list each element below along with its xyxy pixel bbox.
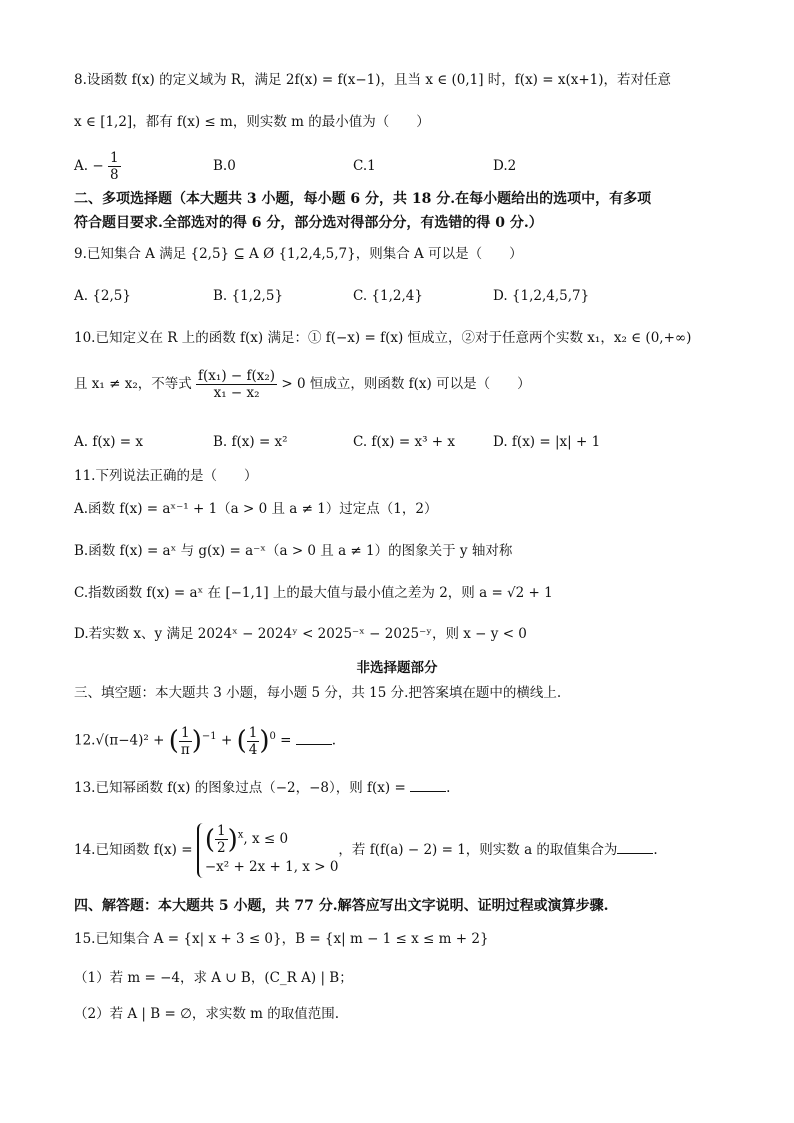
q9-option-c: C. {1,2,4} — [353, 288, 423, 304]
q10-option-a: A. f(x) = x — [74, 434, 143, 450]
answer-blank — [296, 732, 332, 745]
fraction-denominator: x₁ − x₂ — [213, 385, 260, 401]
q14-case1-fraction — [215, 823, 228, 856]
fraction-denominator: 2 — [216, 840, 226, 856]
q12-root: √(π−4)² — [95, 732, 149, 749]
fraction-denominator: 8 — [109, 167, 119, 183]
q14-stem: 14.已知函数 f(x) = ( $\frac{1}{2}$ )$^x$, x ≤ 0 −x² + 2x + 1, x > 0 ，若 f(f(a) − 2) = 1，则实数 a 的取值集合为 . — [74, 815, 754, 885]
q14-piecewise — [197, 823, 339, 878]
paren-right: ) — [259, 726, 270, 756]
q14-case1-condition: , x ≤ 0 — [243, 831, 289, 847]
q12-plus1: + — [148, 732, 169, 749]
q10-line1: 10.已知定义在 R 上的函数 f(x) 满足：① f(−x) = f(x) 恒成立，②对于任意两个实数 x₁，x₂ ∈ (0,+∞) — [74, 330, 692, 346]
q10-inequality-fraction — [196, 368, 277, 401]
q11-option-d: D.若实数 x、y 满足 2024ˣ − 2024ʸ < 2025⁻ˣ − 2025⁻ʸ，则 x − y < 0 — [74, 626, 527, 642]
q15-stem: 15.已知集合 A = {x| x + 3 ≤ 0}，B = {x| m − 1 ≤ x ≤ m + 2} — [74, 931, 489, 947]
q10-option-c: C. f(x) = x³ + x — [353, 434, 456, 450]
paren-left: ( — [204, 824, 215, 855]
section2-heading-line2: 符合题目要求.全部选对的得 6 分，部分选对得部分分，有选错的得 0 分.） — [74, 215, 543, 231]
q12-fraction1 — [179, 725, 192, 758]
part2-title: 非选择题部分 — [356, 660, 438, 676]
q15-part2: （2）若 A | B = ∅，求实数 m 的取值范围. — [74, 1006, 340, 1022]
q10-option-b: B. f(x) = x² — [213, 434, 288, 450]
q9-option-a: A. {2,5} — [74, 288, 131, 304]
fraction-numerator: 1 — [179, 725, 192, 742]
q14-prefix: 14.已知函数 f(x) = — [74, 842, 197, 858]
q14-case2: −x² + 2x + 1, x > 0 — [204, 859, 339, 875]
q8-option-a-fraction — [108, 150, 121, 183]
section2-heading-line1: 二、多项选择题（本大题共 3 小题，每小题 6 分，共 18 分.在每小题给出的选项中，有多项 — [74, 191, 652, 207]
q12-exponent1: −1 — [201, 731, 217, 742]
q10-line2-pre: 且 x₁ ≠ x₂，不等式 — [74, 376, 192, 392]
q11-stem: 11.下列说法正确的是（ ） — [74, 468, 258, 484]
q11-option-c: C.指数函数 f(x) = aˣ 在 [−1,1] 上的最大值与最小值之差为 2，则 a = √2 + 1 — [74, 585, 553, 601]
q14-case1-exponent: x — [237, 829, 244, 841]
fraction-numerator: 1 — [216, 823, 226, 839]
q12-equals: = — [275, 732, 296, 749]
section4-heading: 四、解答题：本大题共 5 小题，共 77 分.解答应写出文字说明、证明过程或演算步骤. — [74, 898, 609, 914]
q14-case1 — [205, 823, 339, 856]
q12-exponent2: 0 — [269, 731, 276, 742]
q8-option-b: B.0 — [213, 158, 236, 174]
q15-part1: （1）若 m = −4，求 A ∪ B，(C_R A) | B； — [74, 970, 353, 986]
q13-text: 13.已知幂函数 f(x) 的图象过点（−2，−8），则 f(x) = — [74, 780, 411, 796]
q9-option-d: D. {1,2,4,5,7} — [493, 288, 590, 304]
q11-option-b: B.函数 f(x) = aˣ 与 g(x) = a⁻ˣ（a > 0 且 a ≠ 1）的图象关于 y 轴对称 — [74, 543, 513, 559]
fraction-denominator: 4 — [248, 741, 258, 758]
q8-line2: x ∈ [1,2]，都有 f(x) ≤ m，则实数 m 的最小值为（ ） — [74, 114, 430, 130]
q11-option-a: A.函数 f(x) = aˣ⁻¹ + 1（a > 0 且 a ≠ 1）过定点（1，2） — [74, 501, 438, 517]
q8-option-a-prefix: A. − — [74, 158, 104, 174]
q9-option-b: B. {1,2,5} — [213, 288, 284, 304]
fraction-numerator: 1 — [248, 724, 258, 741]
q10-line2-post: > 0 恒成立，则函数 f(x) 可以是（ ） — [281, 376, 531, 392]
fraction-numerator: 1 — [109, 150, 119, 166]
section3-heading: 三、填空题：本大题共 3 小题，每小题 5 分，共 15 分.把答案填在题中的横线上. — [74, 685, 562, 701]
q12-fraction2 — [247, 725, 260, 758]
q10-option-d: D. f(x) = |x| + 1 — [493, 434, 601, 450]
q10-line2 — [74, 368, 754, 401]
paren-right: ) — [227, 824, 238, 855]
answer-blank — [617, 841, 653, 854]
fraction-denominator: π — [180, 741, 190, 758]
q8-option-c: C.1 — [353, 158, 376, 174]
q8-option-d: D.2 — [493, 158, 517, 174]
q9-stem: 9.已知集合 A 满足 {2,5} ⊆ A Ø {1,2,4,5,7}，则集合 A 可以是（ ） — [74, 246, 523, 262]
paren-left: ( — [236, 726, 247, 756]
q12-plus2: + — [216, 732, 237, 749]
paren-left: ( — [168, 726, 179, 756]
q8-line1: 8.设函数 f(x) 的定义域为 R，满足 2f(x) = f(x−1)，且当 x ∈ (0,1] 时，f(x) = x(x+1)，若对任意 — [74, 72, 671, 88]
q12-prefix: 12. — [74, 732, 96, 749]
q13-stem: 13.已知幂函数 f(x) 的图象过点（−2，−8），则 f(x) = . — [74, 780, 451, 796]
paren-right: ) — [191, 726, 202, 756]
q8-option-a — [74, 150, 121, 183]
q12-expression: 12.√(π−4)² + ( $\frac{1}{\pi}$ )$^{-1}$ + ( $\frac{1}{4}$ )$^0$ = . — [74, 724, 337, 758]
q14-post: ，若 f(f(a) − 2) = 1，则实数 a 的取值集合为 — [338, 842, 618, 858]
answer-blank — [410, 779, 446, 792]
fraction-numerator: f(x₁) − f(x₂) — [198, 368, 276, 384]
